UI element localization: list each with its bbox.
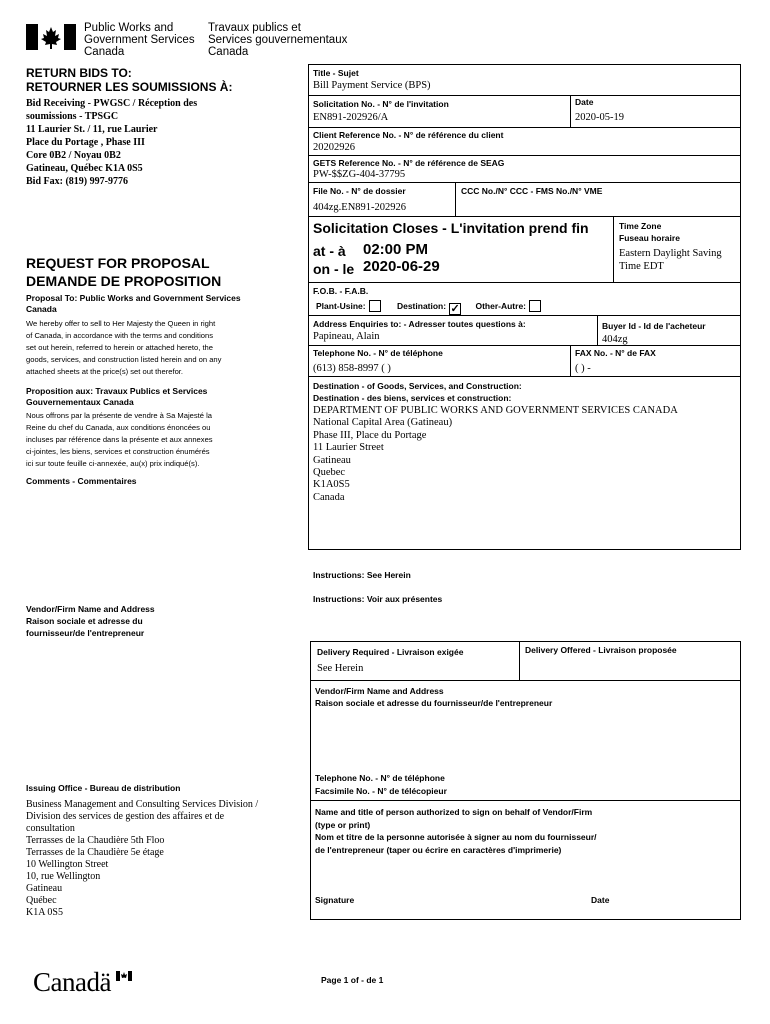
on-label: on - le [313, 261, 355, 277]
proposal-to-line: of Canada, in accordance with the terms and conditions [26, 331, 213, 340]
client-ref-value: 20202926 [313, 142, 355, 153]
return-bids-address [26, 97, 197, 188]
vendor-left-label-en: Vendor/Firm Name and Address [26, 604, 155, 614]
plant-checkbox[interactable] [369, 300, 381, 312]
issuing-line: Business Management and Consulting Services Division / [26, 799, 259, 810]
instructions-fr: Instructions: Voir aux présentes [313, 594, 443, 604]
authorized-line: Nom et titre de la personne autorisée à signer au nom du fournisseur/ [315, 832, 597, 842]
at-label: at - à [313, 243, 346, 259]
destination-line: National Capital Area (Gatineau) [313, 417, 453, 429]
proposition-text [26, 410, 213, 470]
vendor-name-label-fr: Raison sociale et adresse du fournisseur/de l'entrepreneur [315, 698, 553, 708]
request-title-fr: DEMANDE DE PROPOSITION [26, 273, 222, 289]
destination-line: Quebec [313, 467, 346, 479]
solicitation-no-label: Solicitation No. - N° de l'invitation [313, 99, 449, 109]
file-no-label: File No. - N° de dossier [313, 186, 406, 196]
vendor-name-label-en: Vendor/Firm Name and Address [315, 686, 444, 696]
telephone-value: (613) 858-8997 ( ) [313, 363, 391, 374]
return-bids-title-en: RETURN BIDS TO: [26, 66, 132, 80]
proposition-line: ici sur toute feuille ci-annexée, au(x) prix indiqué(s). [26, 459, 200, 468]
vendor-left-label-fr: Raison sociale et adresse du [26, 616, 143, 626]
fob-label: F.O.B. - F.A.B. [313, 286, 369, 296]
issuing-line: 10 Wellington Street [26, 859, 109, 870]
issuing-line: Terrasses de la Chaudière 5th Floo [26, 835, 165, 846]
dept-name-en [84, 22, 195, 58]
gets-ref-value: PW-$$ZG-404-37795 [313, 169, 406, 180]
time-zone-value-line: Eastern Daylight Saving [619, 248, 722, 259]
canada-wordmark-flag-icon [116, 968, 132, 978]
authorized-person-label [315, 806, 597, 856]
date-label: Date [575, 97, 594, 107]
file-no-value: 404zg.EN891-202926 [313, 202, 407, 213]
dept-en-line: Government Services [84, 34, 195, 46]
request-title-en: REQUEST FOR PROPOSAL [26, 255, 210, 271]
address-enquiries-label: Address Enquiries to: - Adresser toutes questions à: [313, 319, 526, 329]
fax-label: FAX No. - N° de FAX [575, 348, 656, 358]
proposal-to-label: Proposal To: Public Works and Government Services Canada [26, 293, 241, 314]
authorized-line: Name and title of person authorized to sign on behalf of Vendor/Firm [315, 807, 593, 817]
delivery-required-value: See Herein [317, 663, 364, 674]
destination-line: 11 Laurier Street [313, 442, 384, 454]
comments-label: Comments - Commentaires [26, 476, 137, 486]
dept-en-line: Public Works and [84, 22, 174, 34]
dept-en-line: Canada [84, 46, 125, 58]
return-bids-line: 11 Laurier St. / 11, rue Laurier [26, 124, 158, 135]
proposition-line: ci-jointes, les biens, services et construction énumérés [26, 447, 210, 456]
destination-goods-label-fr: Destination - des biens, services et construction: [313, 393, 512, 403]
return-bids-line: Gatineau, Québec K1A 0S5 [26, 163, 143, 174]
client-ref-label: Client Reference No. - N° de référence du client [313, 130, 504, 140]
authorized-line: (type or print) [315, 819, 371, 830]
delivery-required-label: Delivery Required - Livraison exigée [317, 647, 464, 657]
return-bids-line: Bid Fax: (819) 997-9776 [26, 176, 128, 187]
proposition-label: Proposition aux: Travaux Publics et Services Gouvernementaux Canada [26, 386, 208, 407]
dept-name-fr [208, 22, 347, 58]
dept-fr-line: Services gouvernementaux [208, 34, 348, 46]
close-date-value: 2020-06-29 [363, 258, 440, 275]
destination-line: Canada [313, 491, 345, 503]
destination-address [313, 405, 678, 504]
buyer-id-label: Buyer Id - Id de l'acheteur [602, 321, 706, 331]
issuing-line: consultation [26, 823, 75, 834]
dept-fr-line: Travaux publics et [208, 22, 301, 34]
return-bids-line: Place du Portage , Phase III [26, 137, 145, 148]
ccc-no-label: CCC No./N° CCC - FMS No./N° VME [461, 186, 603, 196]
time-zone-label [619, 220, 680, 244]
vendor-facsimile-label: Facsimile No. - N° de télécopieur [315, 786, 447, 796]
address-enquiries-value: Papineau, Alain [313, 331, 380, 342]
issuing-line: 10, rue Wellington [26, 871, 101, 882]
proposal-to-line: attached sheets at the price(s) set out therefor. [26, 367, 184, 376]
vendor-contact-labels [315, 772, 447, 798]
vendor-telephone-label: Telephone No. - N° de téléphone [315, 773, 445, 783]
time-zone-label-en: Time Zone [619, 221, 662, 231]
issuing-line: Division des services de gestion des affaires et de [26, 811, 225, 822]
time-zone-value-line: Time EDT [619, 261, 664, 272]
delivery-offered-label: Delivery Offered - Livraison proposée [525, 645, 677, 655]
other-label: Other-Autre: [475, 301, 526, 311]
solicitation-no-value: EN891-202926/A [313, 112, 389, 123]
destination-label: Destination: [396, 301, 447, 311]
destination-line: K1A0S5 [313, 479, 350, 491]
closes-label: Solicitation Closes - L'invitation prend fin [313, 220, 589, 236]
canada-wordmark: Canadä [33, 967, 111, 997]
return-bids-line: soumissions - TPSGC [26, 111, 119, 122]
return-bids-line: Core 0B2 / Noyau 0B2 [26, 150, 121, 161]
plant-label: Plant-Usine: [316, 301, 366, 311]
signature-date-label: Date [591, 895, 610, 905]
destination-goods-label-en: Destination - of Goods, Services, and Construction: [313, 381, 522, 391]
issuing-office-address [26, 799, 258, 919]
issuing-line: K1A 0S5 [26, 907, 63, 918]
vendor-left-label [26, 603, 155, 639]
fax-value: ( ) - [575, 363, 591, 374]
proposition-line: incluses par référence dans la présente et aux annexes [26, 435, 213, 444]
proposal-to-line: goods, services, and construction listed herein and on any [26, 355, 222, 364]
request-title [26, 254, 221, 290]
proposal-to-line: We hereby offer to sell to Her Majesty the Queen in right [26, 319, 216, 328]
time-zone-value [619, 247, 722, 273]
return-bids-title [26, 66, 232, 94]
proposition-line: Reine du chef du Canada, aux conditions énoncées ou [26, 423, 211, 432]
signature-label: Signature [315, 895, 355, 905]
other-checkbox[interactable] [529, 300, 541, 312]
destination-line: Gatineau [313, 454, 351, 466]
issuing-line: Québec [26, 895, 57, 906]
gets-ref-label: GETS Reference No. - N° de référence de SEAG [313, 158, 505, 168]
buyer-id-value: 404zg [602, 334, 628, 345]
issuing-office-label: Issuing Office - Bureau de distribution [26, 783, 181, 793]
instructions-en: Instructions: See Herein [313, 570, 411, 580]
proposition-line: Nous offrons par la présente de vendre à Sa Majesté la [26, 411, 213, 420]
canada-flag-logo [26, 24, 76, 50]
destination-goods-label [313, 380, 522, 404]
authorized-line: de l'entrepreneur (taper ou écrire en caractères d'imprimerie) [315, 844, 562, 855]
proposal-to-text [26, 318, 221, 378]
vendor-left-label-fr: fournisseur/de l'entrepreneur [26, 628, 145, 638]
destination-line: Phase III, Place du Portage [313, 429, 427, 441]
title-label: Title - Sujet [313, 68, 359, 78]
date-value: 2020-05-19 [575, 112, 624, 123]
vendor-name-label [315, 685, 552, 709]
return-bids-title-fr: RETOURNER LES SOUMISSIONS À: [26, 80, 233, 94]
destination-line: DEPARTMENT OF PUBLIC WORKS AND GOVERNMENT SERVICES CANADA [313, 405, 678, 416]
page-number: Page 1 of - de 1 [321, 975, 384, 985]
issuing-line: Gatineau [26, 883, 63, 894]
close-time-value: 02:00 PM [363, 241, 429, 258]
issuing-line: Terrasses de la Chaudière 5e étage [26, 847, 164, 858]
return-bids-line: Bid Receiving - PWGSC / Réception des [26, 98, 198, 109]
proposal-to-line: set out herein, referred to herein or attached hereto, the [26, 343, 214, 352]
telephone-label: Telephone No. - N° de téléphone [313, 348, 443, 358]
destination-checkbox[interactable]: ✓ [450, 303, 460, 315]
dept-fr-line: Canada [208, 46, 249, 58]
title-value: Bill Payment Service (BPS) [313, 80, 431, 91]
time-zone-label-fr: Fuseau horaire [619, 233, 680, 243]
fob-options [316, 300, 547, 315]
